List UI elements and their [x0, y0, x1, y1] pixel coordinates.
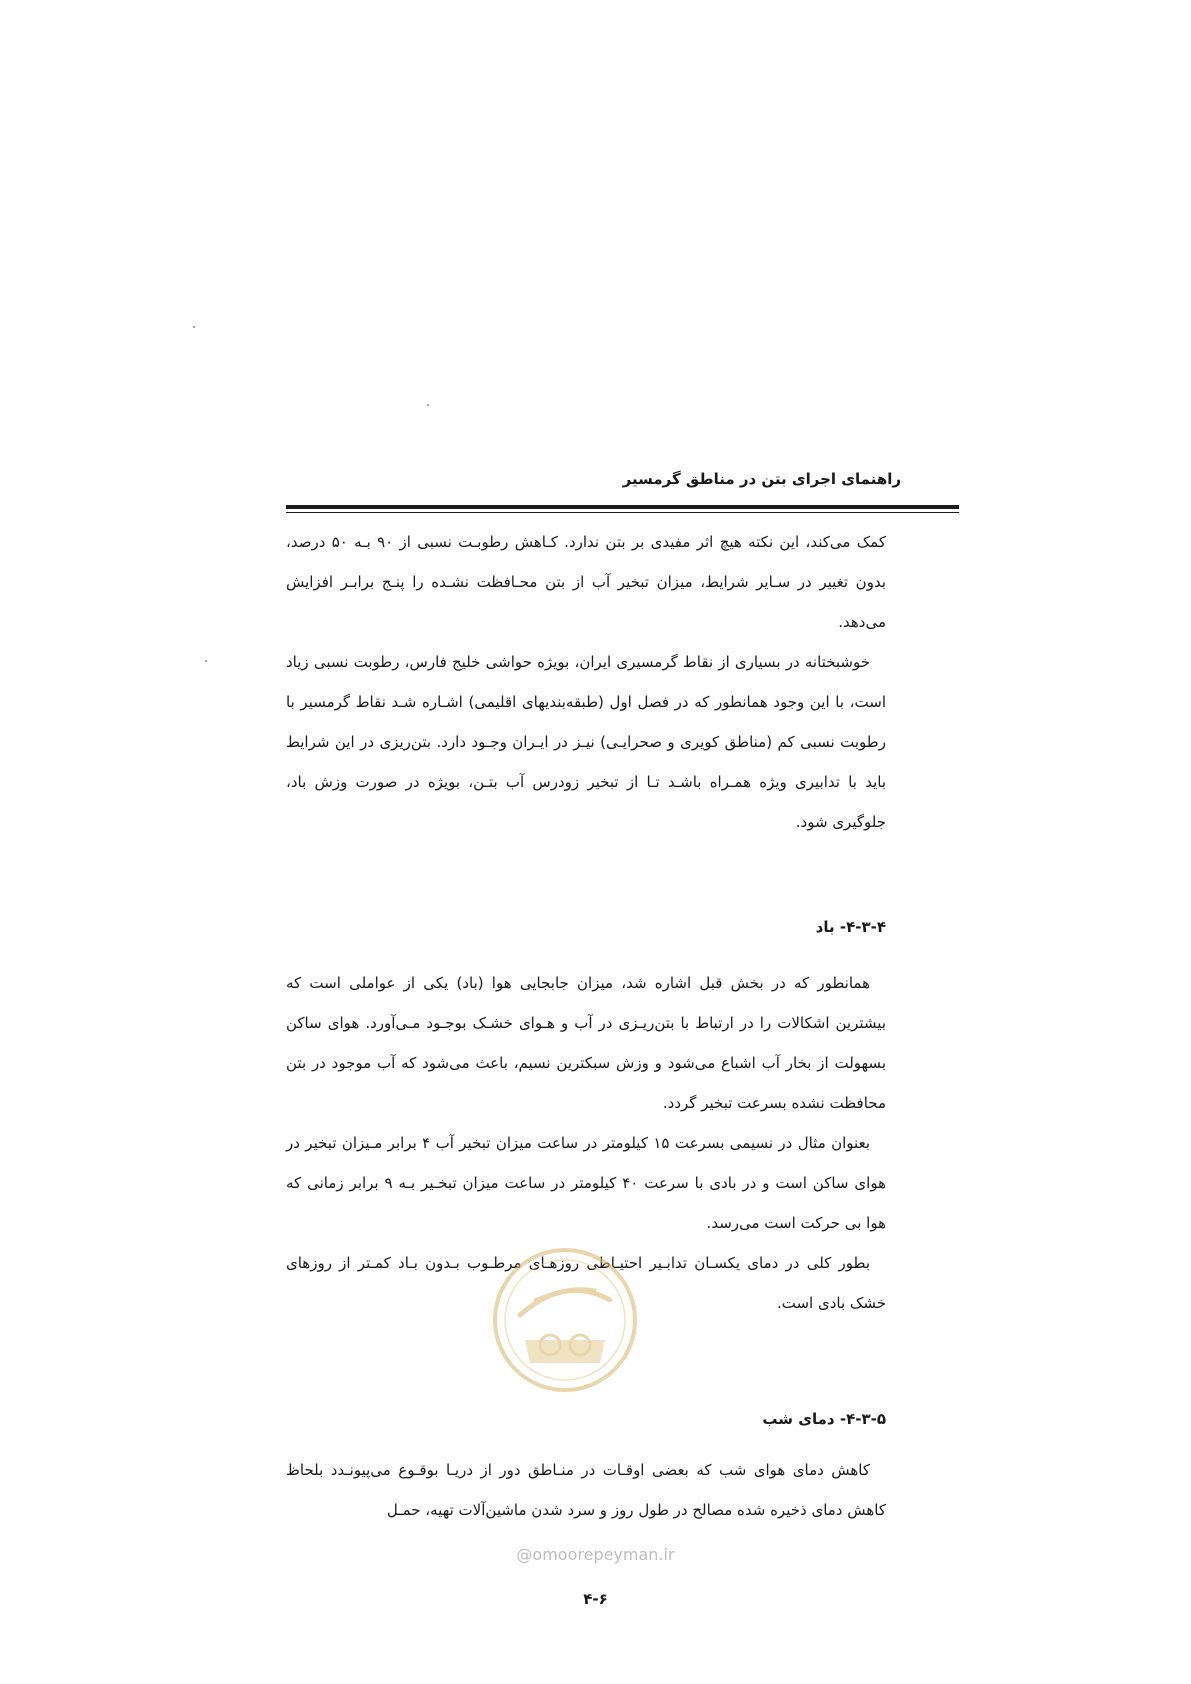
section-heading-night-temperature: ۴-۳-۵- دمای شب — [762, 1410, 886, 1428]
scan-speck — [193, 326, 195, 328]
paragraph: بطور کلی در دمای یکسـان تدابـیر احتیـاطی روزهـای مرطـوب بـدون بـاد کمـتر از روزهای خشک بادی است. — [286, 1254, 886, 1312]
paragraph: کاهش دمای هوای شب که بعضی اوقـات در منـاطق دور از دریـا بوقـوع می‌پیونـدد بلحاظ کاهش دمای ذخیره شده مصالح در طول روز و سرد شدن ماشین‌آلات تهیه، حمـل — [286, 1461, 886, 1519]
section-heading-wind: ۴-۳-۴- باد — [815, 918, 886, 936]
running-header: راهنمای اجرای بتن در مناطق گرمسیر — [622, 470, 901, 488]
scan-speck — [205, 660, 207, 662]
header-rule-thick — [286, 505, 959, 509]
text-block-night — [286, 1450, 886, 1530]
paragraph: همانطور که در بخش قبل اشاره شد، میزان جابجایی هوا (باد) یکی از عواملی است که بیشترین اشکالات را در ارتباط با بتن‌ریـزی در آب و هـوای خشـک بوجـود مـی‌آورد. هوای ساکن بسهولت از بخار آب اشباع می‌شود و وزش سبکترین نسیم، باعث می‌شود که آب موجود در بتن محافظت نشده بسرعت تبخیر گردد. — [286, 974, 886, 1112]
scan-speck — [427, 404, 429, 406]
watermark-seal-logo — [490, 1245, 640, 1395]
paragraph: بعنوان مثال در نسیمی بسرعت ۱۵ کیلومتر در ساعت میزان تبخیر آب ۴ برابر مـیزان تبخیر در هوای ساکن است و در بادی با سرعت ۴۰ کیلومتر در ساعت میزان تبخـیر بـه ۹ برابر زمانی که هوا بی حرکت است می‌رسد. — [286, 1134, 886, 1232]
text-block-intro — [286, 522, 886, 842]
watermark-url: @omoorepeyman.ir — [516, 1545, 675, 1564]
paragraph: کمک می‌کند، این نکته هیچ اثر مفیدی بر بتن ندارد. کـاهش رطوبـت نسبی از ۹۰ بـه ۵۰ درصد، بدون تغییر در سـایر شرایط، میزان تبخیر آب از بتن محـافظت نشـده را پنـج برابـر افزایش می‌دهد. — [286, 533, 886, 631]
page-number: ۴-۶ — [583, 1590, 608, 1608]
header-rule-thin — [286, 512, 959, 513]
paragraph: خوشبختانه در بسیاری از نقاط گرمسیری ایران، بویژه حواشی خلیج فارس، رطوبت نسبی زیاد است، با این وجود همانطور که در فصل اول (طبقه‌بندیهای اقلیمی) اشـاره شـد نقاط گرمسیر با رطوبت نسبی کم (مناطق کویری و صحرایـی) نیـز در ایـران وجـود دارد. بتن‌ریزی در این شرایط باید با تدابیری ویژه همـراه باشـد تـا از تبخیر زودرس آب بتـن، بویژه در صورت وزش باد، جلوگیری شود. — [286, 653, 886, 831]
